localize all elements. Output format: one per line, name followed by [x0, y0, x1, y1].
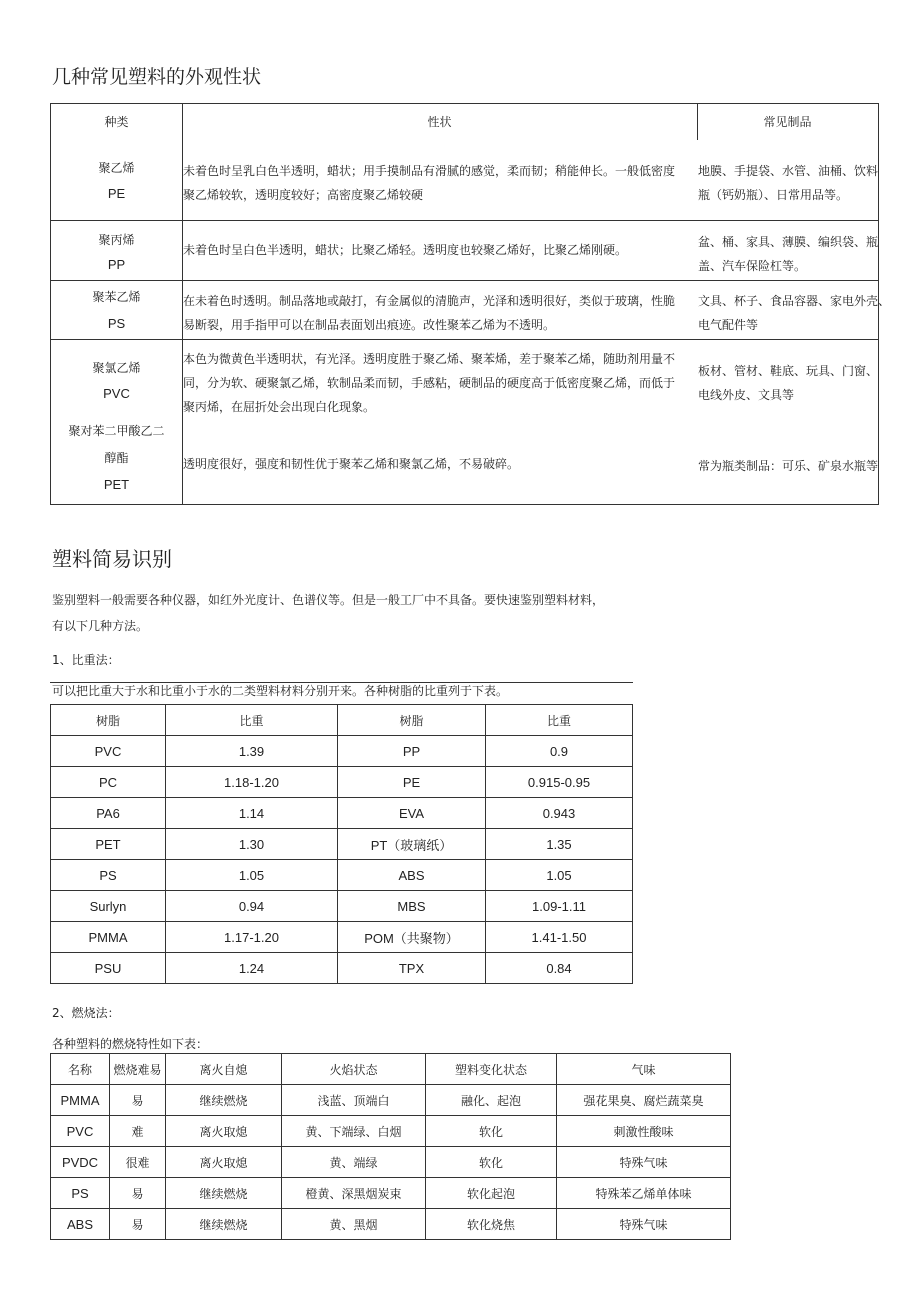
density-table — [50, 704, 633, 984]
density-cell: 1.05 — [486, 860, 633, 891]
table-row — [51, 1209, 731, 1240]
plastic-abbr-pet: PET — [103, 477, 130, 492]
table-row — [51, 953, 633, 984]
odor-cell: 刺激性酸味 — [557, 1116, 731, 1147]
table-row — [51, 1147, 731, 1178]
extinguish-cell: 继续燃烧 — [166, 1085, 282, 1116]
density-cell: 1.18-1.20 — [166, 767, 338, 798]
resin-cell: PET — [51, 829, 166, 860]
description-pet: 透明度很好，强度和韧性优于聚苯乙烯和聚氯乙烯，不易破碎。 — [183, 457, 520, 471]
density-cell: 0.9 — [486, 736, 633, 767]
density-cell: 1.05 — [166, 860, 338, 891]
plastic-name-pet-cont: 醇酯 — [104, 451, 129, 465]
table-row — [51, 829, 633, 860]
density-cell: 0.943 — [486, 798, 633, 829]
description-pe: 未着色时呈乳白色半透明，蜡状；用手摸制品有滑腻的感觉，柔而韧；稍能伸长。一般低密度 聚乙烯较软，透明度较好；高密度聚乙烯较硬 — [183, 164, 676, 202]
odor-cell: 特殊气味 — [557, 1209, 731, 1240]
density-cell: 1.24 — [166, 953, 338, 984]
table-row — [51, 736, 633, 767]
table-row — [51, 1085, 731, 1116]
plastic-name-pe: 聚乙烯 — [98, 161, 135, 175]
change-cell: 软化烧焦 — [426, 1209, 557, 1240]
table-row — [51, 860, 633, 891]
header-flame: 火焰状态 — [282, 1054, 426, 1085]
header-self-extinguish: 离火自熄 — [166, 1054, 282, 1085]
change-cell: 融化、起泡 — [426, 1085, 557, 1116]
table-row — [51, 922, 633, 953]
plastic-abbr-pe: PE — [107, 186, 126, 201]
ease-cell: 易 — [110, 1085, 166, 1116]
plastic-name-pvc: 聚氯乙烯 — [92, 361, 141, 375]
density-cell: 1.30 — [166, 829, 338, 860]
ease-cell: 易 — [110, 1178, 166, 1209]
ease-cell: 易 — [110, 1209, 166, 1240]
header-type: 种类 — [104, 115, 129, 129]
odor-cell: 特殊气味 — [557, 1147, 731, 1178]
resin-cell: ABS — [338, 860, 486, 891]
odor-cell: 特殊苯乙烯单体味 — [557, 1178, 731, 1209]
extinguish-cell: 继续燃烧 — [166, 1178, 282, 1209]
header-products: 常见制品 — [763, 115, 812, 129]
density-cell: 1.35 — [486, 829, 633, 860]
products-pvc: 板材、管材、鞋底、玩具、门窗、 电线外皮、文具等 — [698, 364, 879, 402]
resin-cell: Surlyn — [51, 891, 166, 922]
resin-cell: MBS — [338, 891, 486, 922]
resin-cell: PC — [51, 767, 166, 798]
resin-cell: TPX — [338, 953, 486, 984]
name-cell: PVC — [51, 1116, 110, 1147]
resin-cell: PP — [338, 736, 486, 767]
resin-cell: PSU — [51, 953, 166, 984]
header-odor: 气味 — [557, 1054, 731, 1085]
header-resin: 树脂 — [51, 705, 166, 736]
flame-cell: 浅蓝、顶端白 — [282, 1085, 426, 1116]
table-header-row — [51, 1054, 731, 1085]
table-row — [51, 891, 633, 922]
resin-cell: PE — [338, 767, 486, 798]
resin-cell: PA6 — [51, 798, 166, 829]
density-cell: 1.17-1.20 — [166, 922, 338, 953]
flame-cell: 黄、端绿 — [282, 1147, 426, 1178]
density-cell: 0.94 — [166, 891, 338, 922]
density-caption: 可以把比重大于水和比重小于水的二类塑料材料分别开来。各种树脂的比重列于下表。 — [52, 684, 509, 698]
method-density-label: 1、比重法： — [52, 653, 120, 667]
products-pe: 地膜、手提袋、水管、油桶、饮料 瓶（钙奶瓶）、日常用品等。 — [698, 164, 879, 202]
table-row — [51, 1178, 731, 1209]
description-ps: 在未着色时透明。制品落地或敲打，有金属似的清脆声，光泽和透明很好，类似于玻璃，性脆 易断裂，用手指甲可以在制品表面划出痕迹。改性聚苯乙烯为不透明。 — [183, 294, 676, 332]
change-cell: 软化 — [426, 1116, 557, 1147]
plastic-abbr-pp: PP — [107, 257, 126, 272]
method-burning-label: 2、燃烧法： — [52, 1006, 120, 1020]
plastic-abbr-ps: PS — [107, 316, 126, 331]
density-cell: 1.14 — [166, 798, 338, 829]
plastic-name-pp: 聚丙烯 — [98, 233, 135, 247]
plastic-name-pet: 聚对苯二甲酸乙二 — [68, 424, 165, 438]
resin-cell: POM（共聚物） — [338, 922, 486, 953]
products-ps: 文具、杯子、食品容器、家电外壳、 电气配件等 — [698, 294, 891, 332]
table-row — [51, 1116, 731, 1147]
table-header-row — [51, 705, 633, 736]
change-cell: 软化起泡 — [426, 1178, 557, 1209]
ease-cell: 难 — [110, 1116, 166, 1147]
plastic-abbr-pvc: PVC — [103, 386, 130, 401]
ease-cell: 很难 — [110, 1147, 166, 1178]
header-resin-2: 树脂 — [338, 705, 486, 736]
burning-caption: 各种塑料的燃烧特性如下表： — [52, 1037, 209, 1051]
products-pp: 盆、桶、家具、薄膜、编织袋、瓶 盖、汽车保险杠等。 — [698, 235, 879, 273]
section-title-identification: 塑料简易识别 — [52, 547, 172, 571]
description-pvc: 本色为微黄色半透明状，有光泽。透明度胜于聚乙烯、聚苯烯，差于聚苯乙烯，随助剂用量不 同，分为软、硬聚氯乙烯，软制品柔而韧，手感粘，硬制品的硬度高于低密度聚乙烯，而低于 聚丙烯，在屈折处会出现白化现象。 — [183, 352, 676, 414]
extinguish-cell: 离火取熄 — [166, 1147, 282, 1178]
products-pet: 常为瓶类制品：可乐、矿泉水瓶等 — [698, 459, 879, 473]
density-cell: 0.915-0.95 — [486, 767, 633, 798]
header-density: 比重 — [166, 705, 338, 736]
plastic-name-ps: 聚苯乙烯 — [92, 290, 141, 304]
resin-cell: EVA — [338, 798, 486, 829]
intro-paragraph: 鉴别塑料一般需要各种仪器，如红外光度计、色谱仪等。但是一般工厂中不具备。要快速鉴别塑料材料， 有以下几种方法。 — [52, 593, 605, 633]
density-cell: 1.41-1.50 — [486, 922, 633, 953]
flame-cell: 黄、下端绿、白烟 — [282, 1116, 426, 1147]
density-cell: 1.09-1.11 — [486, 891, 633, 922]
change-cell: 软化 — [426, 1147, 557, 1178]
name-cell: PS — [51, 1178, 110, 1209]
resin-cell: PVC — [51, 736, 166, 767]
name-cell: PMMA — [51, 1085, 110, 1116]
header-properties: 性状 — [427, 115, 452, 129]
appearance-table — [50, 103, 891, 505]
header-density-2: 比重 — [486, 705, 633, 736]
name-cell: PVDC — [51, 1147, 110, 1178]
resin-cell: PT（玻璃纸） — [338, 829, 486, 860]
flame-cell: 黄、黑烟 — [282, 1209, 426, 1240]
header-ease: 燃烧难易 — [110, 1054, 166, 1085]
description-pp: 未着色时呈白色半透明，蜡状；比聚乙烯轻。透明度也较聚乙烯好，比聚乙烯刚硬。 — [183, 243, 628, 257]
burning-table — [50, 1053, 731, 1240]
table-row — [51, 798, 633, 829]
header-change: 塑料变化状态 — [426, 1054, 557, 1085]
extinguish-cell: 离火取熄 — [166, 1116, 282, 1147]
resin-cell: PS — [51, 860, 166, 891]
table-row — [51, 767, 633, 798]
name-cell: ABS — [51, 1209, 110, 1240]
density-cell: 0.84 — [486, 953, 633, 984]
odor-cell: 强花果臭、腐烂蔬菜臭 — [557, 1085, 731, 1116]
extinguish-cell: 继续燃烧 — [166, 1209, 282, 1240]
section-title-appearance: 几种常见塑料的外观性状 — [52, 66, 262, 88]
resin-cell: PMMA — [51, 922, 166, 953]
header-name: 名称 — [51, 1054, 110, 1085]
density-cell: 1.39 — [166, 736, 338, 767]
flame-cell: 橙黄、深黑烟炭束 — [282, 1178, 426, 1209]
